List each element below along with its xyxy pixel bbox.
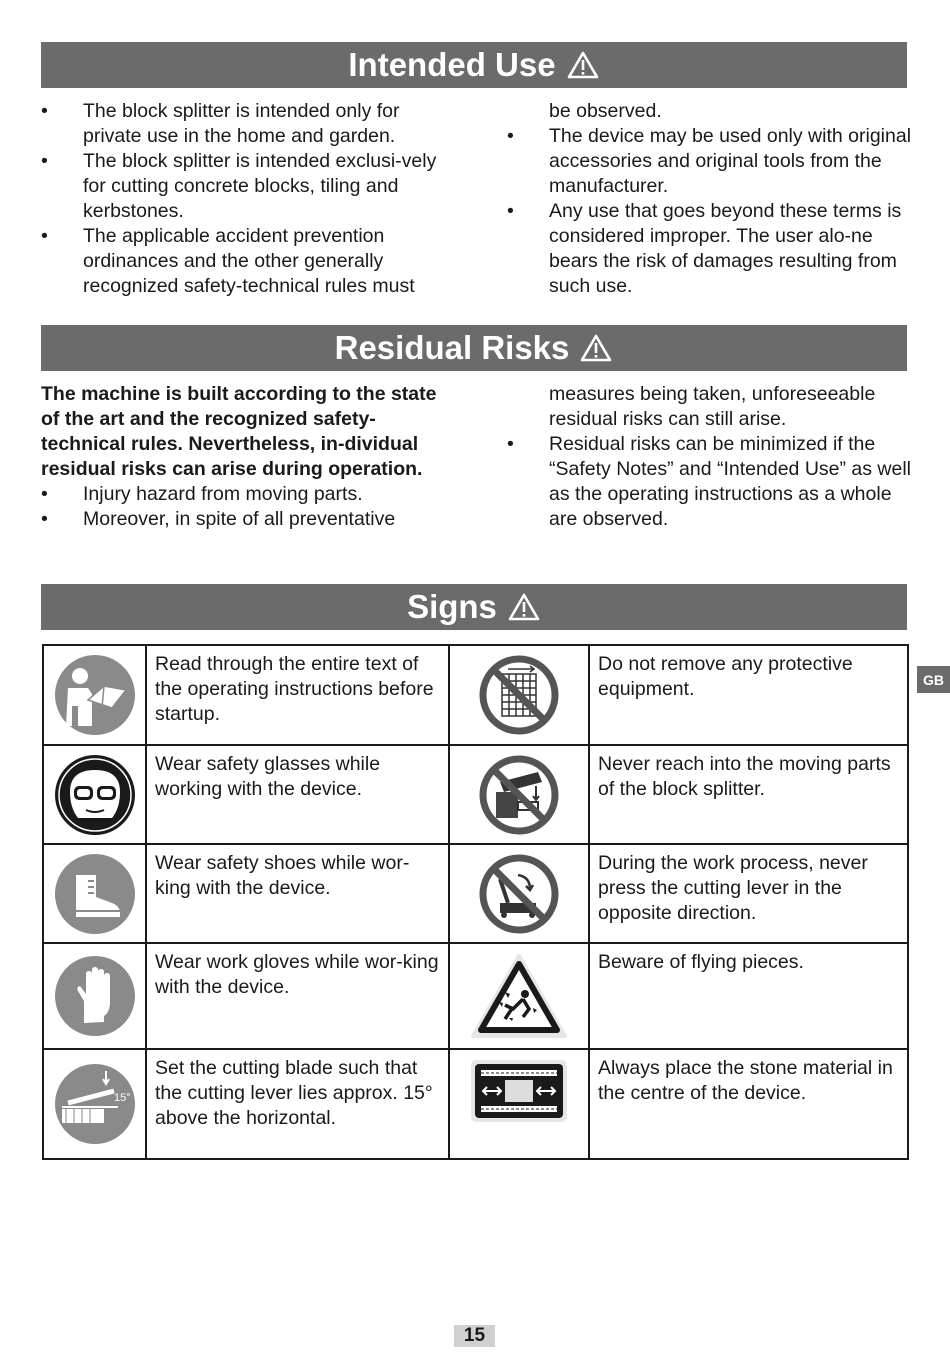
read-manual-icon — [54, 654, 136, 736]
work-gloves-icon — [54, 955, 136, 1037]
table-row — [43, 943, 908, 1049]
sign-text-cell: Never reach into the moving parts of the block splitter. — [589, 745, 908, 844]
list-item: • The applicable accident prevention ordinances and the other generally recognized safety-technical rules must — [41, 225, 415, 297]
intended-use-left-column — [41, 99, 451, 299]
list-item: • The block splitter is intended only for private use in the home and garden. — [41, 100, 400, 147]
sign-icon-cell — [449, 745, 589, 844]
sign-icon-cell — [43, 745, 146, 844]
warning-triangle-icon — [507, 592, 541, 622]
list-item: • Moreover, in spite of all preventative — [41, 508, 396, 530]
residual-risks-heading — [41, 325, 907, 371]
continuation-text: be observed. — [549, 100, 662, 122]
table-row — [43, 844, 908, 943]
sign-icon-cell — [449, 645, 589, 745]
sign-icon-cell — [43, 645, 146, 745]
sign-text-cell: Set the cutting blade such that the cutting lever lies approx. 15° above the horizontal. — [146, 1049, 449, 1159]
residual-risks-intro: The machine is built according to the state of the art and the recognized safety-technical rules. Nevertheless, in-dividual residual risks can arise during operation. — [41, 383, 437, 480]
list-item: • The device may be used only with original accessories and original tools from the manufacturer. — [507, 125, 912, 197]
sign-icon-cell — [449, 1049, 589, 1159]
sign-text-cell: Read through the entire text of the operating instructions before startup. — [146, 645, 449, 745]
sign-text-cell: Wear safety glasses while working with the device. — [146, 745, 449, 844]
flying-pieces-warning-icon — [469, 952, 569, 1040]
list-item: • The block splitter is intended exclusi-vely for cutting concrete blocks, tiling and kerbstones. — [41, 150, 437, 222]
language-tab: GB — [917, 666, 950, 693]
sign-text-cell: Always place the stone material in the centre of the device. — [589, 1049, 908, 1159]
page-number: 15 — [454, 1325, 495, 1347]
no-remove-guard-icon — [478, 654, 560, 736]
residual-risks-left-column — [41, 382, 451, 532]
safety-shoes-icon — [54, 853, 136, 935]
no-reach-icon — [478, 754, 560, 836]
intended-use-right-column — [507, 99, 912, 299]
warning-triangle-icon — [566, 50, 600, 80]
intended-use-heading — [41, 42, 907, 88]
table-row — [43, 1049, 908, 1159]
angle-label: 15° — [113, 1092, 131, 1104]
signs-title: Signs — [407, 588, 497, 625]
sign-text-cell: During the work process, never press the cutting lever in the opposite direction. — [589, 844, 908, 943]
residual-risks-title: Residual Risks — [334, 329, 570, 366]
warning-triangle-icon — [579, 333, 613, 363]
continuation-text: measures being taken, unforeseeable residual risks can still arise. — [549, 383, 876, 430]
sign-icon-cell — [43, 943, 146, 1049]
center-material-icon — [469, 1058, 569, 1124]
table-row — [43, 645, 908, 745]
sign-icon-cell — [449, 943, 589, 1049]
residual-risks-right-column — [507, 382, 912, 532]
sign-text-cell: Wear safety shoes while wor-king with the device. — [146, 844, 449, 943]
table-row — [43, 745, 908, 844]
sign-icon-cell — [43, 844, 146, 943]
signs-table — [42, 644, 909, 1160]
sign-icon-cell — [43, 1049, 146, 1159]
list-item: • Injury hazard from moving parts. — [41, 483, 363, 505]
intended-use-title: Intended Use — [348, 46, 556, 83]
list-item: • Any use that goes beyond these terms is considered improper. The user alo-ne bears the risk of damages resulting from such use. — [507, 200, 902, 297]
signs-heading — [41, 584, 907, 630]
blade-angle-icon — [54, 1063, 136, 1145]
safety-glasses-icon — [54, 754, 136, 836]
sign-text-cell: Wear work gloves while wor-king with the device. — [146, 943, 449, 1049]
sign-text-cell: Do not remove any protective equipment. — [589, 645, 908, 745]
list-item: • Residual risks can be minimized if the “Safety Notes” and “Intended Use” as well as the operating instructions as a whole are observed. — [507, 433, 912, 530]
sign-text-cell: Beware of flying pieces. — [589, 943, 908, 1049]
sign-icon-cell — [449, 844, 589, 943]
no-reverse-lever-icon — [478, 853, 560, 935]
